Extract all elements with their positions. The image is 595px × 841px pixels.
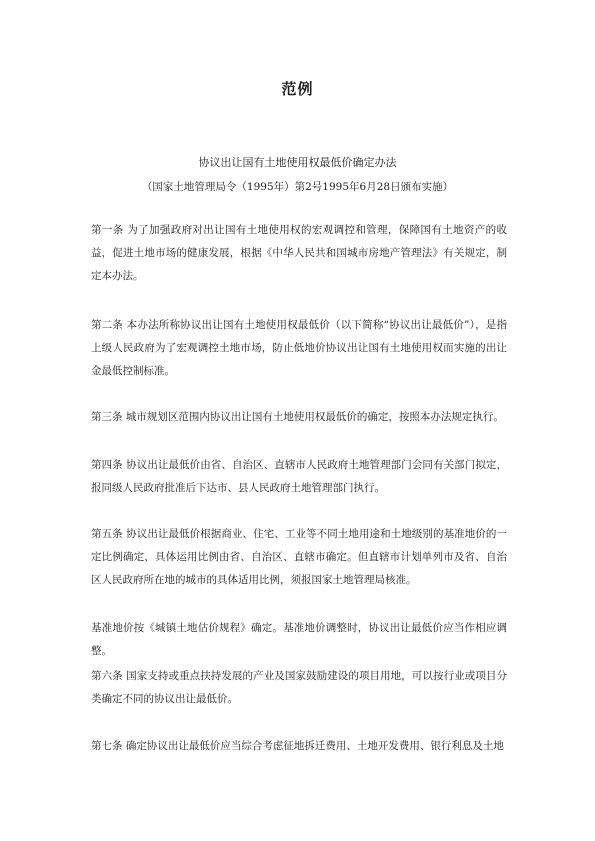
article-2: 第二条 本办法所称协议出让国有土地使用权最低价（以下简称“协议出让最低价”），是指上级人民政府为了宏观调控土地市场，防止低地价协议出让国有土地使用权而实施的出让金最低控制标准。 xyxy=(91,319,507,377)
document-title: 协议出让国有土地使用权最低价确定办法 xyxy=(198,156,397,169)
article-1: 第一条 为了加强政府对出让国有土地使用权的宏观调控和管理，保障国有土地资产的收益，促进土地市场的健康发展，根据《中华人民共和国城市房地产管理法》有关规定，制定本办法。 xyxy=(91,224,507,282)
document-subtitle: （国家土地管理局令（1995年）第2号1995年6月28日颁布实施） xyxy=(141,181,454,193)
article-6: 第六条 国家支持或重点扶持发展的产业及国家鼓励建设的项目用地，可以按行业或项目分类确定不同的协议出让最低价。 xyxy=(91,670,507,705)
article-4: 第四条 协议出让最低价由省、自治区、直辖市人民政府土地管理部门会同有关部门拟定，报同级人民政府批准后下达市、县人民政府土地管理部门执行。 xyxy=(91,459,507,494)
article-7: 第七条 确定协议出让最低价应当综合考虑征地拆迁费用、土地开发费用、银行利息及土地 xyxy=(91,740,504,752)
page-heading: 范例 xyxy=(281,80,314,98)
article-5: 第五条 协议出让最低价根据商业、住宅、工业等不同土地用途和土地级别的基准地价的一定比例确定，具体运用比例由省、自治区、直辖市确定。但直辖市计划单列市及省、自治区人民政府所在地的城市的具体适用比例，须报国家土地管理局核准。 xyxy=(91,528,507,586)
article-5-note: 基准地价按《城镇土地估价规程》确定。基准地价调整时，协议出让最低价应当作相应调整。 xyxy=(91,622,507,657)
article-3: 第三条 城市规划区范围内协议出让国有土地使用权最低价的确定，按照本办法规定执行。 xyxy=(91,411,504,423)
